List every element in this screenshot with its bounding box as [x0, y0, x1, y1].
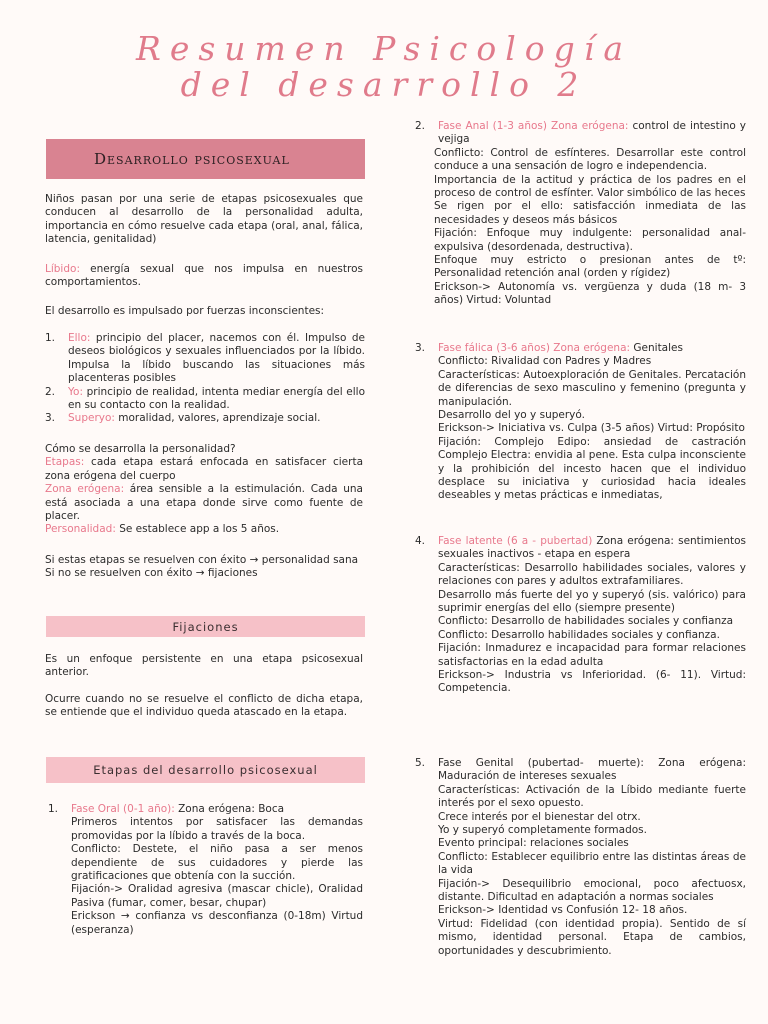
section-title: Fijaciones	[172, 619, 239, 634]
libido-paragraph: Líbido: energía sexual que nos impulsa en nuestros comportamientos.	[45, 263, 363, 289]
fijaciones-paragraph-1: Es un enfoque persistente en una etapa psicosexual anterior.	[45, 653, 363, 679]
stage-latente	[412, 535, 746, 696]
list-item: 3. Superyo: moralidad, valores, aprendizaje social.	[45, 412, 321, 425]
list-item: 1. Fase Oral (0-1 año): Zona erógena: Boca Primeros intentos por satisfacer las demandas promovidas por la líbido a través de la boca. Conflicto: Destete, el niño pasa a ser menos dependiente de sus cuidadores y pierde las gratificaciones que obtenía con la succión. Fijación-> Oralidad agresiva (mascar chicle), Oralidad Pasiva (fumar, comer, besar, chupar) Erickson → confianza vs desconfianza (0-18m) Virtud (esperanza)	[48, 803, 363, 936]
list-item: 5. Fase Genital (pubertad- muerte): Zona erógena: Maduración de intereses sexuales Características: Activación de la Líbido mediante fuerte interés por el sexo opuesto. Crece interés por el bienestar del otrx. Yo y superyó completamente formados. Evento principal: relaciones sociales Conflicto: Establecer equilibrio entre las distintas áreas de la vida Fijación-> Desequilibrio emocional, poco afectuosx, distante. Dificultad en adaptación a normas sociales Erickson-> Identidad vs Confusión 12- 18 años. Virtud: Fidelidad (con identidad propia). Sentido de sí mismo, identidad personal. Etapa de cambios, oportunidades y descubrimiento.	[415, 757, 746, 957]
list-item: 2. Fase Anal (1-3 años) Zona erógena: control de intestino y vejiga Conflicto: Control de esfínteres. Desarrollar este control conduce a una sensación de logro e independencia. Importancia de la actitud y práctica de los padres en el proceso de control de esfínter. Valor simbólico de las heces Se rigen por el ello: satisfacción inmediata de las necesidades y deseos más básicos Fijación: Enfoque muy indulgente: personalidad anal-expulsiva (desordenada, destructiva). Enfoque muy estricto o presionan antes de tº: Personalidad retención anal (orden y rígidez) Erickson-> Autonomía vs. vergüenza y duda (18 m- 3 años) Virtud: Voluntad	[415, 120, 746, 307]
section-header-psicosexual	[46, 139, 365, 179]
intro-paragraph: Niños pasan por una serie de etapas psicosexuales que conducen al desarrollo de la personalidad adulta, importancia en cómo resuelve cada etapa (oral, anal, fálica, latencia, genitalidad)	[45, 193, 363, 246]
section-header-fijaciones	[46, 616, 365, 637]
page-title-line2: del desarrollo 2	[180, 65, 588, 104]
exito-block: Si estas etapas se resuelven con éxito → personalidad sana Si no se resuelven con éxito → fijaciones	[45, 554, 359, 580]
stage-falica	[412, 342, 746, 503]
list-item: 1. Ello: principio del placer, nacemos con él. Impulso de deseos biológicos y sexuales influenciados por la líbido. Impulsa la líbido buscando las situaciones más placenteras posibles	[45, 332, 365, 385]
structures-list	[45, 332, 365, 426]
list-item: 3. Fase fálica (3-6 años) Zona erógena: Genitales Conflicto: Rivalidad con Padres y Madres Características: Autoexploración de Genitales. Percatación de diferencias de sexo masculino y femenino (pregunta y manipulación. Desarrollo del yo y superyó. Erickson-> Iniciativa vs. Culpa (3-5 años) Virtud: Propósito Fijación: Complejo Edipo: ansiedad de castración Complejo Electra: envidia al pene. Esta culpa inconsciente y la prohibición del incesto hacen que el individuo desplace su iniciativa y curiosidad hacia ideales deseables y metas prácticas e inmediatas,	[415, 342, 746, 502]
stage-oral	[45, 803, 363, 937]
section-title: Desarrollo psicosexual	[94, 150, 290, 168]
list-item: 2. Yo: principio de realidad, intenta mediar energía del ello en su contacto con la realidad.	[45, 385, 365, 412]
section-header-etapas	[46, 757, 365, 783]
list-item: 4. Fase latente (6 a - pubertad) Zona erógena: sentimientos sexuales inactivos - etapa en espera Características: Desarrollo habilidades sociales, valores y relaciones con pares y adultos extrafamiliares. Desarrollo más fuerte del yo y superyó (sis. valórico) para suprimir energías del ello (siempre presente) Conflicto: Desarrollo de habilidades sociales y confianza Conflicto: Desarrollo habilidades sociales y confianza. Fijación: Inmadurez e incapacidad para formar relaciones satisfactorias en la edad adulta Erickson-> Industria vs Inferioridad. (6- 11). Virtud: Competencia.	[415, 535, 746, 695]
fijaciones-paragraph-2: Ocurre cuando no se resuelve el conflicto de dicha etapa, se entiende que el individuo queda atascado en la etapa.	[45, 693, 363, 719]
stage-genital	[412, 757, 746, 958]
section-title: Etapas del desarrollo psicosexual	[93, 763, 318, 777]
stage-anal	[412, 120, 746, 308]
personalidad-block: Cómo se desarrolla la personalidad? Etapas: cada etapa estará enfocada en satisfacer cierta zona erógena del cuerpo Zona erógena: área sensible a la estimulación. Cada una está asociada a una etapa donde sirve como fuente de placer. Personalidad: Se establece app a los 5 años.	[45, 443, 363, 536]
page-title-line1: Resumen Psicología	[135, 29, 633, 68]
term-libido: Líbido:	[45, 263, 80, 275]
impulsado-paragraph: El desarrollo es impulsado por fuerzas inconscientes:	[45, 305, 325, 317]
